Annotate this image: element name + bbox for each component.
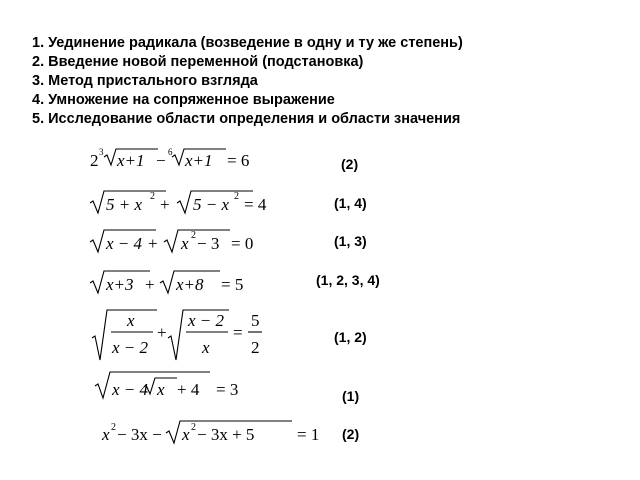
radicand: x − 4 [106, 234, 143, 253]
equals-rhs: = 6 [227, 151, 250, 170]
exponent: 2 [191, 422, 196, 433]
radicand: x+1 [117, 151, 145, 170]
fraction-denominator: x − 2 [112, 338, 149, 357]
equals-rhs: = 1 [297, 425, 320, 444]
exponent: 2 [234, 191, 239, 202]
equals-rhs: = 3 [216, 380, 239, 399]
radicand-tail: − 3x + 5 [197, 425, 255, 444]
operator: + [148, 234, 158, 253]
exponent: 2 [191, 230, 196, 241]
answer-label: (1, 2) [334, 329, 367, 345]
radicand: x [182, 425, 190, 444]
method-5: 5. Исследование области определения и области значения [32, 111, 461, 127]
answer-label: (1, 2, 3, 4) [316, 272, 380, 288]
answer-label: (1) [342, 388, 360, 404]
coefficient: 2 [90, 151, 99, 170]
operator: + [145, 275, 155, 294]
radicand: x [181, 234, 189, 253]
answer-label: (2) [342, 426, 360, 442]
fraction-numerator: x − 2 [188, 311, 225, 330]
method-3: 3. Метод пристального взгляда [32, 73, 258, 89]
fraction-numerator: 5 [251, 311, 260, 330]
radicand: x − 4 [112, 380, 149, 399]
radicand-tail: − 3 [197, 234, 220, 253]
root-index: 3 [99, 147, 104, 157]
equals-rhs: = 5 [221, 275, 244, 294]
radicand: x+8 [176, 275, 204, 294]
fraction-numerator: x [127, 311, 135, 330]
radicand-tail: + 4 [177, 380, 200, 399]
operator: + [160, 195, 170, 214]
term: x [102, 425, 110, 444]
equals-rhs: = 4 [244, 195, 267, 214]
operator: − [156, 151, 166, 170]
exponent: 2 [150, 191, 155, 202]
fraction-denominator: x [202, 338, 210, 357]
inner-radicand: x [157, 380, 165, 399]
radicand: x+3 [106, 275, 134, 294]
answer-label: (1, 4) [334, 195, 367, 211]
equals-rhs: = 0 [231, 234, 254, 253]
method-4: 4. Умножение на сопряженное выражение [32, 92, 335, 108]
answer-label: (2) [341, 156, 359, 172]
term-tail: − 3x − [117, 425, 162, 444]
radicand: 5 + x [106, 195, 143, 214]
answer-label: (1, 3) [334, 233, 367, 249]
exponent: 2 [111, 422, 116, 433]
operator: + [157, 323, 167, 342]
method-1: 1. Уединение радикала (возведение в одну и ту же степень) [32, 35, 463, 51]
equals-sign: = [233, 323, 243, 342]
method-2: 2. Введение новой переменной (подстановка) [32, 54, 364, 70]
root-index: 6 [168, 147, 173, 157]
radicand: 5 − x [193, 195, 230, 214]
radicand: x+1 [185, 151, 213, 170]
fraction-denominator: 2 [251, 338, 260, 357]
